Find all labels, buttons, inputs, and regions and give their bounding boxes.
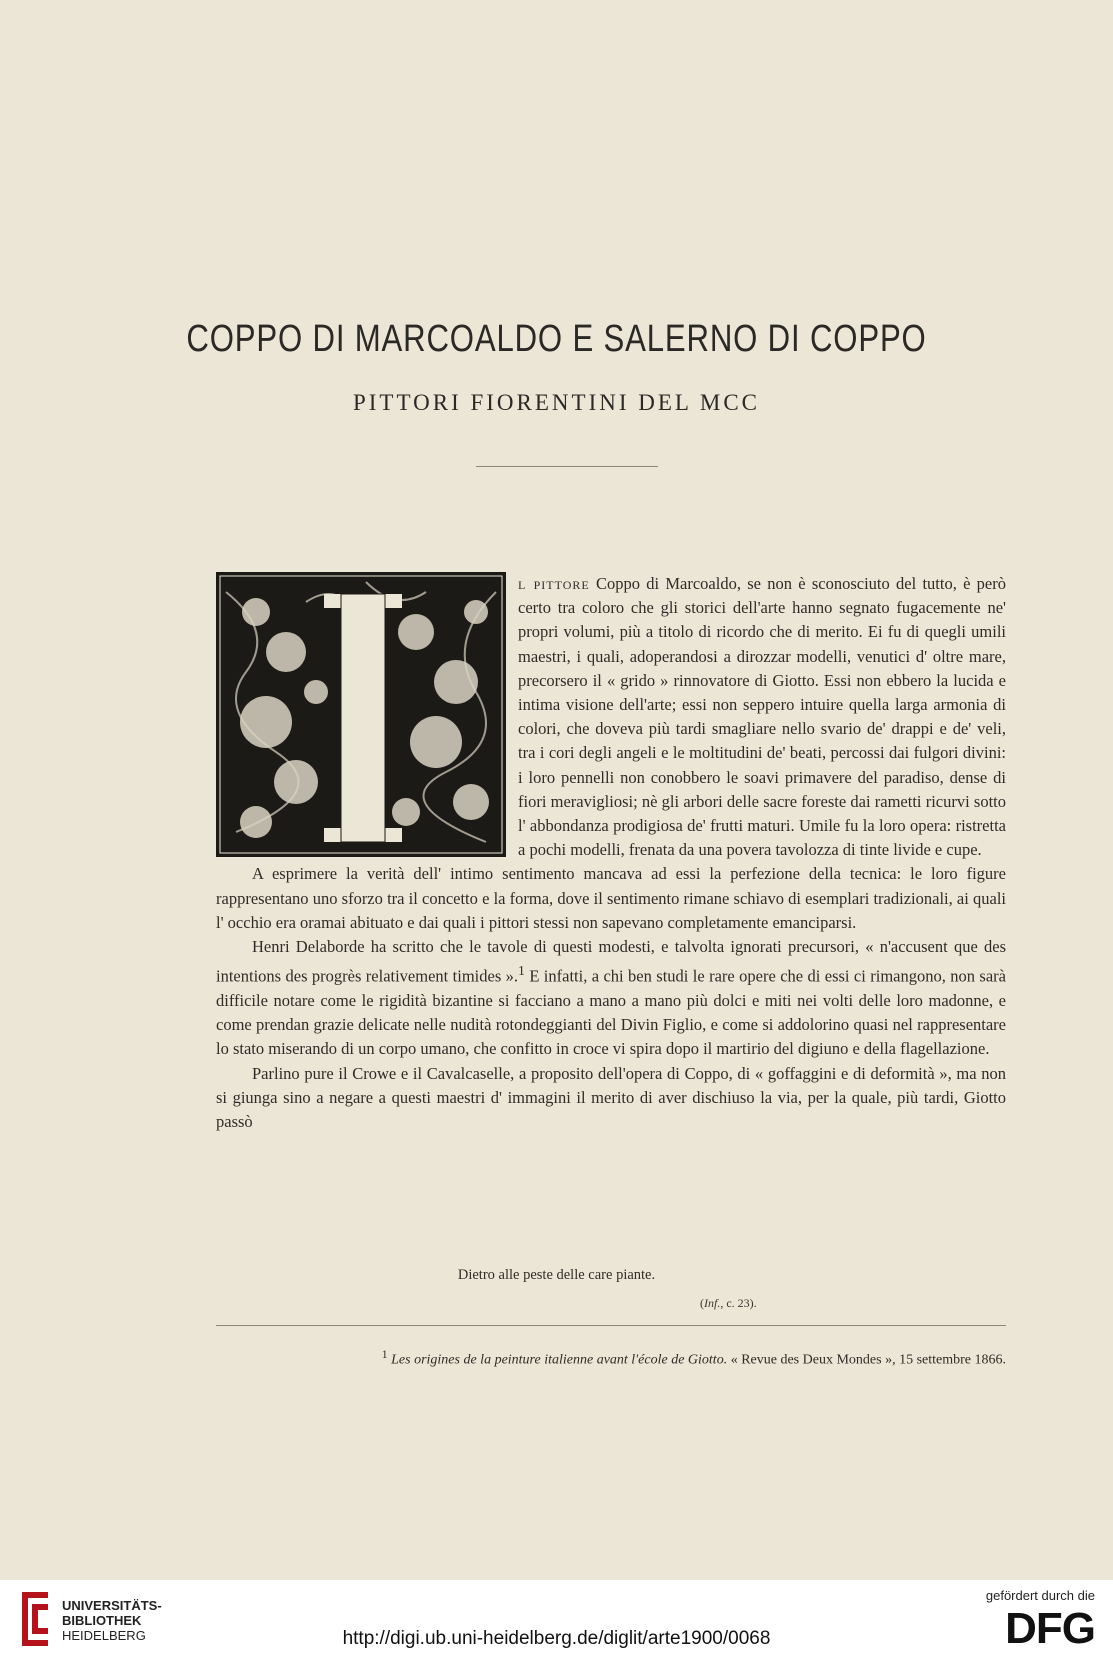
paragraph-3a: Henri Delaborde ha scritto che le tavole di questi modesti, e talvolta ignorati precursori, « n'accusent que des intentions des progrès relativement timides ».: [216, 937, 1006, 986]
dfg-logo: DFG: [1005, 1604, 1095, 1653]
paragraph-1: Coppo di Marcoaldo, se non è sconosciuto del tutto, è però certo tra coloro che gli storici dell'arte hanno segnato fugacemente ne' propri volumi, più a titolo di ricordo che di merito. Ei fu di quegli umili maestri, i quali, adoperandosi a dirozzar modelli, venutici d' oltre mare, precorsero il « grido » rinnovatore di Giotto. Essi non ebbero la lucida e intima visione dell'arte; essi non seppero intuire quella larga armonia di colori, che doveva più tardi smagliare nello svario de' drappi e de' veli, tra i cori degli angeli e le moltitudini de' beati, percossi dai fulgori divini: i loro pennelli non conobbero le soavi primavere del paradiso, dense di fiori meravigliosi; nè gli arbori delle sacre foreste dai rametti ricurvi sotto l' abbondanza prodigiosa de' frutti maturi. Umile fu la loro opera: ristretta a pochi modelli, frenata da una povera tavolozza di tinte livide e cupe.: [518, 574, 1006, 860]
footnote-number: 1: [381, 1348, 388, 1361]
footnote-title: Les origines de la peinture italienne avant l'école de Giotto.: [391, 1352, 728, 1368]
dante-quote: Dietro alle peste delle care piante.: [457, 1267, 656, 1283]
title-divider: [476, 466, 658, 467]
footnote-divider: [216, 1325, 1006, 1326]
paragraph-4: Parlino pure il Crowe e il Cavalcaselle, a proposito dell'opera di Coppo, di « goffaggini e di deformità », ma non si giunga sino a negare a questi maestri d' immagini il merito di aver dischiuso la via, per la quale, più tardi, Giotto passò: [216, 1063, 1006, 1131]
footnote-marker: 1: [518, 963, 525, 979]
paragraph-3b: E infatti, a chi ben studi le rare opere che di essi ci rimangono, non sarà difficile notare come le rigidità bizantine si facciano a mano a mano più dolci e miti nei volti delle loro madonne, e come prendan grazie delicate nelle nudità rotondeggianti del Divin Figlio, e come si addolorino quasi nel rappresentare lo stato miserando di un corpo umano, che confitto in croce vi spira dopo il martirio del digiuno e della flagellazione.: [216, 966, 1006, 1059]
dropcap-illustration: [216, 572, 506, 857]
article-subtitle: PITTORI FIORENTINI DEL MCC: [352, 390, 761, 415]
opening-words: l pittore: [518, 574, 590, 593]
quote-reference: (Inf., c. 23).: [700, 1296, 757, 1310]
footnote: [216, 1348, 1006, 1369]
article-title: COPPO DI MARCOALDO E SALERNO DI COPPO: [186, 318, 927, 360]
footnote-source: « Revue des Deux Mondes », 15 settembre 1866.: [727, 1352, 1006, 1368]
institution-name: UNIVERSITÄTS- BIBLIOTHEK HEIDELBERG: [62, 1598, 162, 1643]
article-body: [216, 572, 1006, 1134]
funding-text: gefördert durch die: [985, 1588, 1095, 1603]
paragraph-2: A esprimere la verità dell' intimo sentimento mancava ad essi la perfezione della tecnica: le loro figure rappresentano uno sforzo tra il concetto e la forma, dove il sentimento rimane schiavo di esemplari tradizionali, ai quali l' occhio era oramai abituato e dai quali i pittori stessi non sapevano completamente emanciparsi.: [216, 864, 1006, 932]
source-url-link[interactable]: http://digi.ub.uni-heidelberg.de/diglit/arte1900/0068: [342, 1628, 771, 1649]
